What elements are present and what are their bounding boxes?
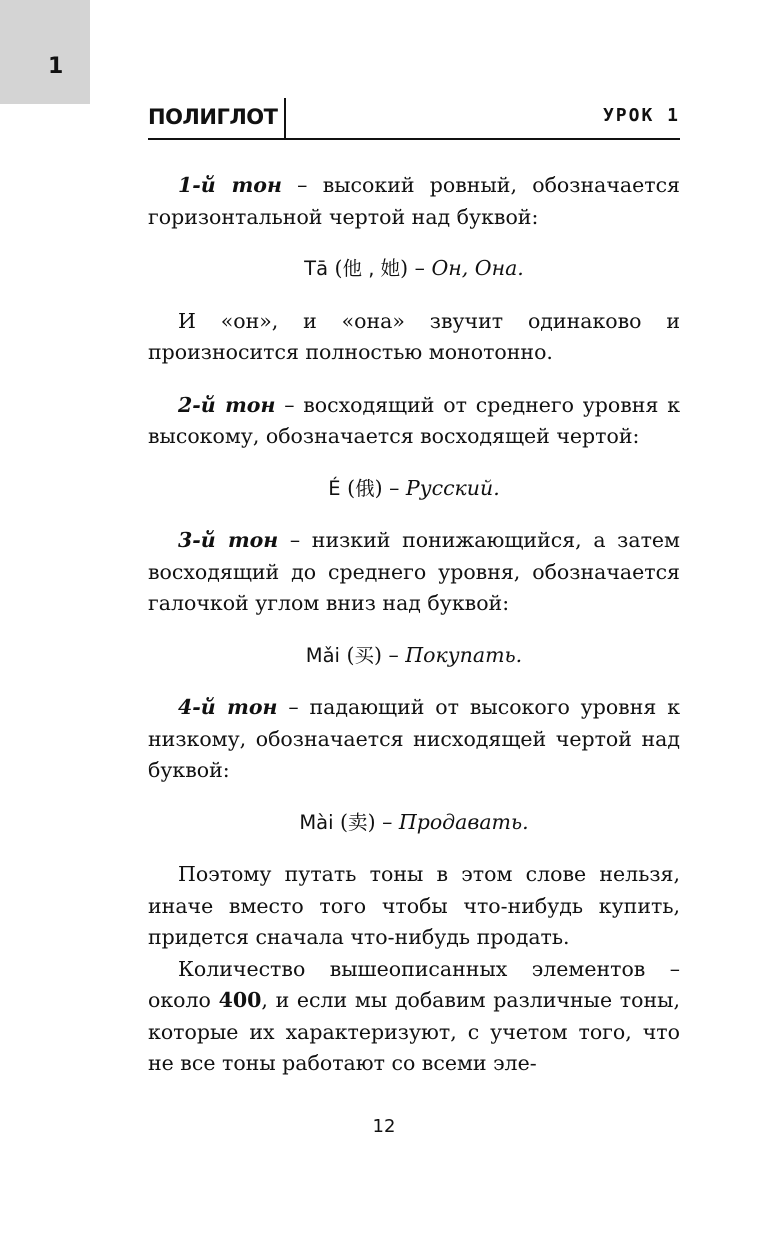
tone2-example: É (俄) – Русский. xyxy=(328,475,500,500)
tone2-paragraph xyxy=(148,390,680,453)
tone2-translation: Русский. xyxy=(405,475,500,500)
count-paragraph xyxy=(148,954,680,1080)
tone4-paragraph xyxy=(148,692,680,787)
chapter-number: 1 xyxy=(48,54,64,79)
brand-title: ПОЛИГЛОТ xyxy=(148,105,278,129)
tone3-example: Mǎi (买) – Покупать. xyxy=(305,642,523,667)
tone4-pinyin: Mài xyxy=(299,810,334,834)
confusion-paragraph: Поэтому путать тоны в этом слове нельзя, иначе вместо того чтобы что-нибудь купить, придется сначала что-нибудь продать. xyxy=(148,862,680,949)
tone1-paragraph xyxy=(148,170,680,233)
tone3-translation: Покупать. xyxy=(405,642,523,667)
count-text-after: , и если мы добавим различные тоны, которые их характеризуют, с учетом того, что не все тоны работают со всеми эле- xyxy=(148,988,680,1075)
tone2-label: 2-й тон xyxy=(178,392,276,417)
tone4-description: – падающий от высокого уровня к низкому, обозначается нисходящей чертой над буквой: xyxy=(148,695,681,782)
tone3-pinyin: Mǎi xyxy=(305,643,340,667)
tone4-translation: Продавать. xyxy=(398,809,529,834)
tone1-pinyin: Tā xyxy=(304,257,329,280)
tone2-description: – восходящий от среднего уровня к высокому, обозначается восходящей чертой: xyxy=(148,392,681,448)
tone1-description: – высокий ровный, обозначается горизонтальной чертой над буквой: xyxy=(148,173,680,229)
tone4-hanzi: 卖 xyxy=(348,810,368,834)
running-header xyxy=(148,96,680,140)
tone4-label: 4-й тон xyxy=(178,695,278,719)
tone2-pinyin: É xyxy=(328,476,341,500)
tone3-label: 3-й тон xyxy=(178,528,279,552)
tone1-example: Tā (他 , 她) – Он, Она. xyxy=(304,256,524,280)
page-number: 12 xyxy=(372,1116,396,1137)
count-text-before: Количество вышеописанных элементов – около xyxy=(148,956,680,1012)
tone4-example: Mài (卖) – Продавать. xyxy=(299,809,529,834)
page-body xyxy=(148,170,680,1080)
chapter-tab xyxy=(0,0,90,104)
tone1-note: И «он», и «она» звучит одинаково и произносится полностью монотонно. xyxy=(148,308,680,364)
tone1-label: 1-й тон xyxy=(178,173,282,197)
tone2-hanzi: 俄 xyxy=(355,476,375,500)
count-number: 400 xyxy=(218,988,262,1012)
tone3-description: – низкий понижающийся, а затем восходящий до среднего уровня, обозначается галочкой углом вниз над буквой: xyxy=(148,528,681,615)
lesson-label: УРОК 1 xyxy=(602,105,680,126)
tone3-paragraph xyxy=(148,525,680,620)
header-divider xyxy=(284,98,286,138)
spacer xyxy=(148,369,680,390)
tone3-hanzi: 买 xyxy=(354,643,375,667)
tone1-hanzi: 他 , 她 xyxy=(342,257,401,280)
tone1-translation: Он, Она. xyxy=(431,256,524,280)
